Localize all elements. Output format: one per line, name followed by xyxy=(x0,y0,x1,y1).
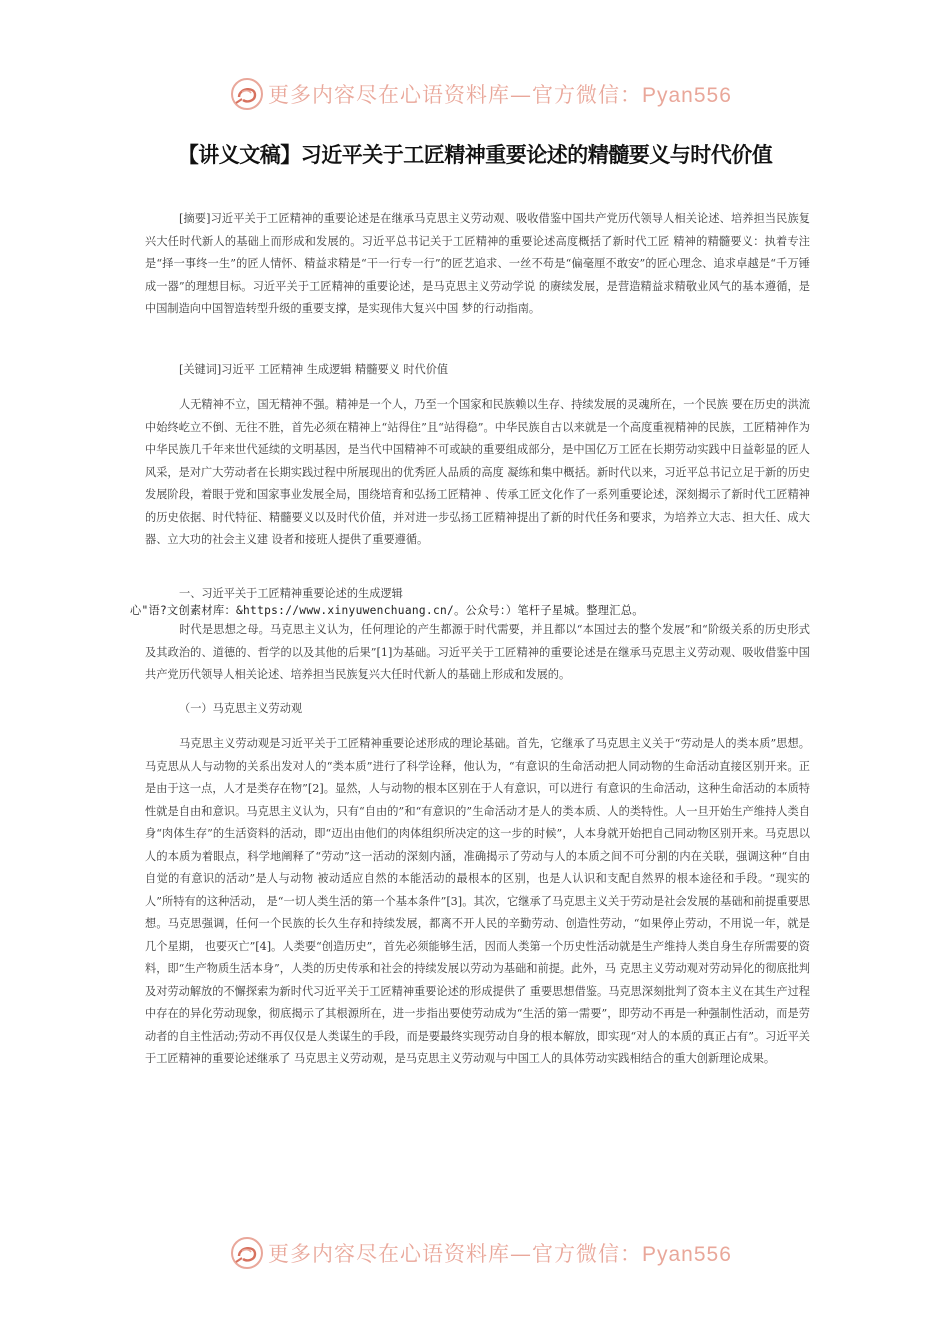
brain-logo-icon xyxy=(230,1236,264,1270)
section-paragraph xyxy=(145,619,810,687)
brain-logo-icon xyxy=(230,77,264,111)
section-heading: 一、习近平关于工匠精神重要论述的生成逻辑 xyxy=(179,587,403,600)
abstract-text: [摘要]习近平关于工匠精神的重要论述是在继承马克思主义劳动观、吸收借鉴中国共产党历代领导人相关论述、培养担当民族复兴大任时代新人的基础上而形成和发展的。习近平总书记关于工匠精神的重要论述高度概括了新时代工匠 精神的精髓要义：执着专注是“择一事终一生”的匠人情怀、精益求精是“干一行专一行”的匠艺追求、一丝不苟是“偏毫厘不敢安”的匠心理念、追求卓越是“千万锤成一器”的理想目标。习近平关于工匠精神的重要论述，是马克思主义劳动学说 的赓续发展，是营造精益求精敬业风气的基本遵循，是中国制造向中国智造转型升级的重要支撑，是实现伟大复兴中国 梦的行动指南。 xyxy=(145,212,810,315)
watermark-banner-bottom xyxy=(230,1233,732,1273)
intro-paragraph xyxy=(145,394,810,552)
banner-wechat-id: Pyan556 xyxy=(642,84,732,107)
subsection-heading: （一）马克思主义劳动观 xyxy=(179,702,303,715)
intro-text: 人无精神不立，国无精神不强。精神是一个人，乃至一个国家和民族赖以生存、持续发展的灵魂所在，一个民族 要在历史的洪流中始终屹立不倒、无往不胜，首先必须在精神上“站得住”且“站得稳”。中华民族自古以来就是一个高度重视精神的民族，工匠精神作为中华民族几千年来世代延续的文明基因，是当代中国精神不可或缺的重要组成部分，是中国亿万工匠在长期劳动实践中日益彰显的匠人风采，是对广大劳动者在长期实践过程中所展现出的优秀匠人品质的高度 凝练和集中概括。新时代以来，习近平总书记立足于新的历史发展阶段，着眼于党和国家事业发展全局，围绕培育和弘扬工匠精神 、传承工匠文化作了一系列重要论述，深刻揭示了新时代工匠精神的历史依据、时代特征、精髓要义以及时代价值，并对进一步弘扬工匠精神提出了新的时代任务和要求，为培养立大志、担大任、成大器、立大功的社会主义建 设者和接班人提供了重要遵循。 xyxy=(145,398,810,546)
banner-wechat-id: Pyan556 xyxy=(642,1243,732,1266)
section-text: 时代是思想之母。马克思主义认为，任何理论的产生都源于时代需要，并且都以“本国过去的整个发展”和“阶级关系的历史形式及其政治的、道德的、哲学的以及其他的后果”[1]为基础。习近平关于工匠精神的重要论述是在继承马克思主义劳动观、吸收借鉴中国共产党历代领导人相关论述、培养担当民族复兴大任时代新人的基础上形成和发展的。 xyxy=(145,623,810,681)
subsection-text: 马克思主义劳动观是习近平关于工匠精神重要论述形成的理论基础。首先，它继承了马克思主义关于“劳动是人的类本质”思想。马克思从人与动物的关系出发对人的“类本质”进行了科学诠释，他认为，“有意识的生命活动把人同动物的生命活动直接区别开来。正是由于这一点，人才是类存在物”[2]。显然，人与动物的根本区别在于人有意识，可以进行 有意识的生命活动，这种生命活动的本质特性就是自由和意识。马克思主义认为，只有“自由的”和“有意识的”生命活动才是人的类本质、人的类特性。人一旦开始生产维持人类自身“肉体生存”的生活资料的活动，即“迈出由他们的肉体组织所决定的这一步的时候”，人本身就开始把自己同动物区别开来。马克思以人的本质为着眼点，科学地阐释了“劳动”这一活动的深刻内涵，准确揭示了劳动与人的本质之间不可分割的内在关联，强调这种“自由自觉的有意识的活动”是人与动物 被动适应自然的本能活动的最根本的区别，也是人认识和支配自然界的根本途径和手段。“现实的人”所特有的这种活动， 是“一切人类生活的第一个基本条件”[3]。其次，它继承了马克思主义关于劳动是社会发展的基础和前提重要思想。马克思强调，任何一个民族的长久生存和持续发展，都离不开人民的辛勤劳动、创造性劳动，“如果停止劳动，不用说一年，就是几个星期， 也要灭亡”[4]。人类要“创造历史”，首先必须能够生活，因而人类第一个历史性活动就是生产维持人类自身生存所需要的资料，即“生产物质生活本身”，人类的历史传承和社会的持续发展以劳动为基础和前提。此外，马 克思主义劳动观对劳动异化的彻底批判及对劳动解放的不懈探索为新时代习近平关于工匠精神重要论述的形成提供了 重要思想借鉴。马克思深刻批判了资本主义在其生产过程中存在的异化劳动现象，彻底揭示了其根源所在，进一步指出要使劳动成为“生活的第一需要”，即劳动不再是一种强制性活动，而是劳动者的自主性活动;劳动不再仅仅是人类谋生的手段，而是要最终实现劳动自身的根本解放，即实现“对人的本质的真正占有”。习近平关于工匠精神的重要论述继承了 马克思主义劳动观，是马克思主义劳动观与中国工人的具体劳动实践相结合的重大创新理论成果。 xyxy=(145,737,810,1065)
banner-text xyxy=(268,79,732,109)
document-title: 【讲义文稿】习近平关于工匠精神重要论述的精髓要义与时代价值 xyxy=(177,143,773,167)
banner-text xyxy=(268,1238,732,1268)
banner-text-cn: 更多内容尽在心语资料库—官方微信： xyxy=(268,1242,642,1266)
abstract-paragraph xyxy=(145,208,810,321)
watermark-banner-top xyxy=(230,74,732,114)
source-note: 心"语?文创素材库：&https://www.xinyuwenchuang.cn/。公众号：）笔杆子星城。整理汇总。 xyxy=(130,604,644,617)
banner-text-cn: 更多内容尽在心语资料库—官方微信： xyxy=(268,83,642,107)
keywords-line: [关键词]习近平 工匠精神 生成逻辑 精髓要义 时代价值 xyxy=(179,363,449,376)
subsection-paragraph xyxy=(145,733,810,1071)
